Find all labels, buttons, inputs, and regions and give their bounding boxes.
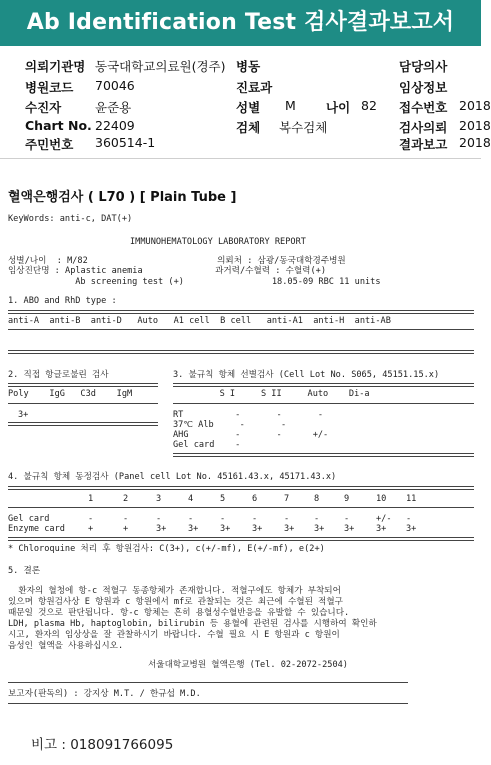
divider [173,453,474,457]
panel-cell: - [314,514,320,524]
divider [8,682,408,683]
lab-report-heading: IMMUNOHEMATOLOGY LABORATORY REPORT [130,237,306,247]
resident-no-value: 360514-1 [95,135,156,150]
sex-label: 성별 [236,100,261,115]
panel-cell: - [88,514,94,524]
report-header-title: Ab Identification Test 검사결과보고서 [0,0,481,46]
receipt-no-label: 접수번호 [399,100,448,115]
conclusion-line: 있으며 항원검사상 E 항원과 c 항원에서 mf로 관찰되는 것은 최근에 수혈된 적혈구 [8,597,343,607]
conclusion-line: 음성인 혈액을 사용하십시오. [8,641,124,651]
specimen-value: 복수검체 [279,120,328,135]
panel-cell: - [344,514,350,524]
info-divider [0,158,481,159]
divider [8,403,158,404]
patient-name-label: 수진자 [25,100,62,115]
conclusion-line: 때문일 것으로 판단됩니다. 항-c 항체는 흔히 용혈성수혈반응을 유발할 수 있습니다. [8,608,350,618]
screening-row-rt: RT - - - [173,410,324,420]
patient-line-3: Ab screening test (+) 18.05-09 RBC 11 units [8,277,381,287]
panel-cell: 3+ [284,524,295,534]
panel-column-number: 8 [314,494,320,504]
resident-no-label: 주민번호 [25,137,74,152]
dat-poly-value: 3+ [18,410,29,420]
screening-section-title: 3. 불규칙 항체 선별검사 (Cell Lot No. S065, 45151.15.x) [173,370,440,380]
age-label: 나이 [326,100,351,115]
abo-section-title: 1. ABO and RhD type : [8,296,117,306]
hospital-code-value: 70046 [95,78,135,93]
report-date-label: 결과보고 [399,137,448,152]
divider [8,383,158,387]
hospital-code-label: 병원코드 [25,80,74,95]
abo-table-header: anti-A anti-B anti-D Auto A1 cell B cell anti-A1 anti-H anti-AB [8,316,391,326]
screening-row-gel: Gel card - [173,440,241,450]
keywords: KeyWords: anti-c, DAT(+) [8,214,133,224]
panel-column-number: 10 [376,494,387,504]
panel-column-number: 9 [344,494,350,504]
institution-value: 동국대학교의료원(경주) [95,59,226,74]
screening-row-ahg: AHG - - +/- [173,430,329,440]
panel-cell: - [220,514,226,524]
age-value: 82 [361,98,377,113]
panel-row-label: Enzyme card [8,524,65,534]
panel-column-number: 2 [123,494,129,504]
screening-row-alb: 37℃ Alb - - [173,420,287,430]
panel-column-number: 6 [252,494,258,504]
request-date-label: 검사의뢰 [399,120,448,135]
reporter: 보고자(판독의) : 강지상 M.T. / 한규섭 M.D. [8,689,201,699]
conclusion-section-title: 5. 결론 [8,566,41,576]
divider [8,486,474,490]
screening-table-header: S I S II Auto Di-a [173,389,370,399]
panel-cell: + [88,524,94,534]
panel-cell: 3+ [344,524,355,534]
panel-cell: 3+ [156,524,167,534]
patient-info-panel [0,50,491,162]
chart-no-value: 22409 [95,118,135,133]
conclusion-line: 환자의 혈청에 항-c 적혈구 동종항체가 존재합니다. 적혈구에도 항체가 부착되어 [8,586,341,596]
hospital-contact: 서울대학교병원 혈액은행 (Tel. 02-2072-2504) [148,660,348,670]
panel-cell: 3+ [220,524,231,534]
conclusion-line: 시고, 환자의 임상상을 잘 관찰하시기 바랍니다. 수혈 필요 시 E 항원과 c 항원이 [8,630,340,640]
panel-cell: 3+ [376,524,387,534]
report-date-value: 2018 [459,135,491,150]
panel-cell: - [123,514,129,524]
divider [8,537,474,541]
panel-column-number: 7 [284,494,290,504]
divider [8,329,474,330]
panel-cell: - [284,514,290,524]
panel-row-label: Gel card [8,514,50,524]
dat-table-header: Poly IgG C3d IgM [8,389,133,399]
panel-cell: 3+ [188,524,199,534]
chart-no-label: Chart No. [25,118,92,133]
panel-column-number: 4 [188,494,194,504]
panel-column-number: 5 [220,494,226,504]
conclusion-line: LDH, plasma Hb, haptoglobin, bilirubin 등 용혈에 관련된 검사를 시행하여 확인하 [8,619,377,629]
patient-line-2: 임상진단명 : Aplastic anemia 과거력/수혈력 : 수혈력(+) [8,266,327,276]
receipt-no-value: 2018 [459,98,491,113]
divider [8,310,474,314]
panel-cell: 3+ [406,524,417,534]
panel-cell: - [406,514,412,524]
divider [173,403,474,404]
doctor-label: 담당의사 [399,59,448,74]
patient-line-1: 성별/나이 : M/82 의뢰처 : 삼광/동국대학경주병원 [8,256,346,266]
patient-name-value: 윤준용 [95,100,132,115]
panel-cell: - [156,514,162,524]
panel-section-title: 4. 불규칙 항체 동정검사 (Panel cell Lot No. 45161.43.x, 45171.43.x) [8,472,337,482]
panel-cell: - [188,514,194,524]
panel-cell: 3+ [252,524,263,534]
divider [8,422,158,426]
request-date-value: 2018 [459,118,491,133]
report-title: 혈액은행검사 ( L70 ) [ Plain Tube ] [8,190,237,205]
divider [8,350,474,354]
divider [8,703,408,704]
chloroquine-note: * Chloroquine 처리 후 항원검사: C(3+), c(+/-mf), E(+/-mf), e(2+) [8,544,325,554]
panel-cell: +/- [376,514,392,524]
panel-column-number: 11 [406,494,417,504]
panel-cell: + [123,524,129,534]
divider [8,507,474,508]
panel-column-number: 1 [88,494,94,504]
remark-number: 비고 : 018091766095 [31,737,174,753]
institution-label: 의뢰기관명 [25,59,86,74]
panel-column-number: 3 [156,494,162,504]
department-label: 진료과 [236,80,273,95]
ward-label: 병동 [236,59,261,74]
specimen-label: 검체 [236,120,261,135]
panel-cell: - [252,514,258,524]
panel-cell: 3+ [314,524,325,534]
dat-section-title: 2. 직접 항글로불린 검사 [8,370,109,380]
divider [173,383,474,387]
sex-value: M [285,98,296,113]
clinical-info-label: 임상정보 [399,80,448,95]
